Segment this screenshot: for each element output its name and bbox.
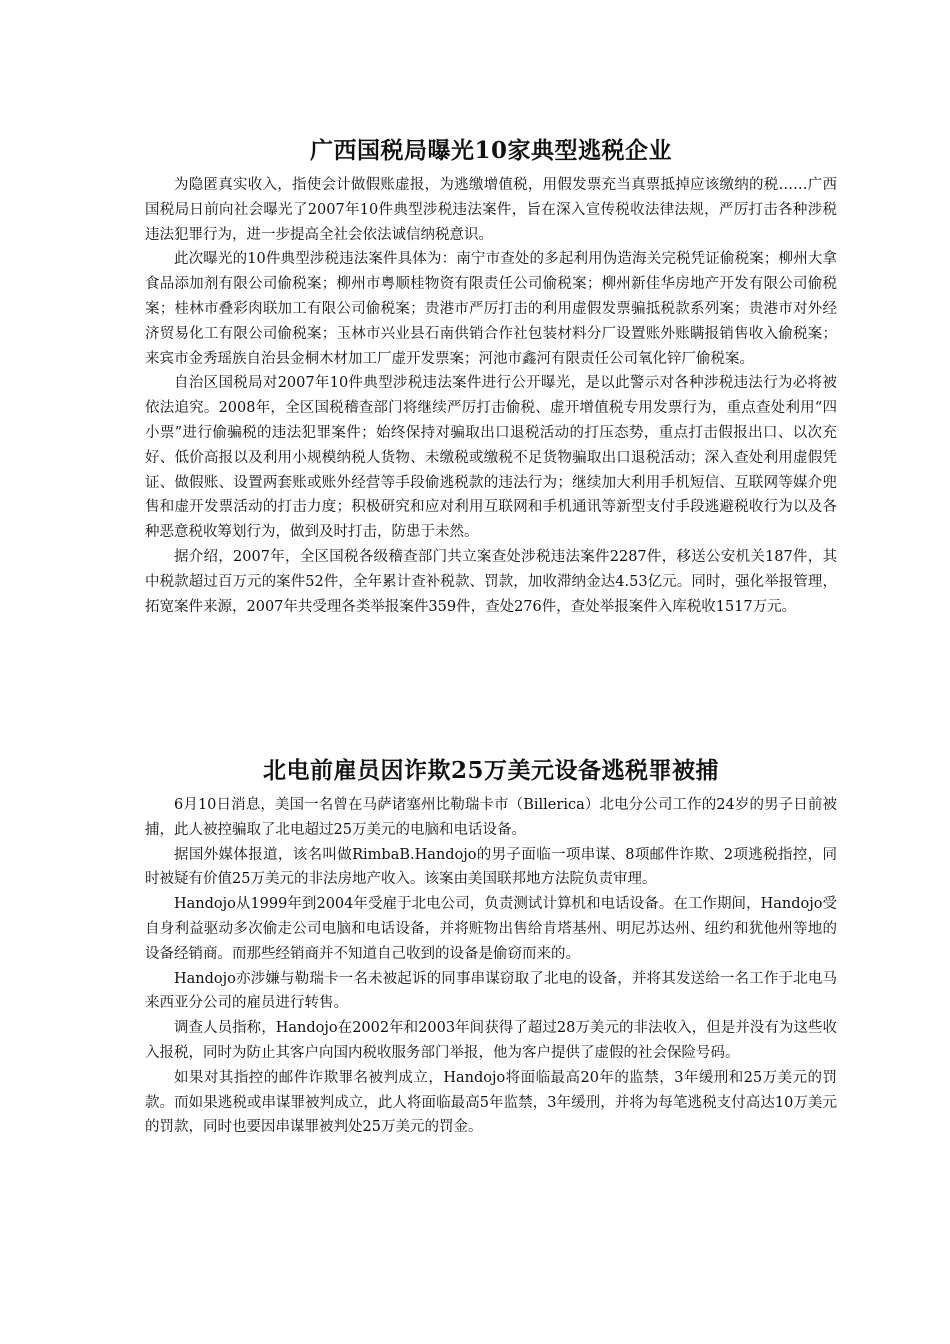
article-paragraph: Handojo亦涉嫌与勒瑞卡一名未被起诉的同事串谋窃取了北电的设备，并将其发送给一名工作于北电马来西亚分公司的雇员进行转售。 [145, 970, 837, 1012]
article-paragraph: 6月10日消息，美国一名曾在马萨诸塞州比勒瑞卡市（Billerica）北电分公司工作的24岁的男子日前被捕，此人被控骗取了北电超过25万美元的电脑和电话设备。 [145, 797, 837, 838]
article-paragraph: 据国外媒体报道，该名叫做RimbaB.Handojo的男子面临一项串谋、8项邮件诈欺、2项逃税指控，同时被疑有价值25万美元的非法房地产收入。该案由美国联邦地方法院负责审理。 [145, 846, 837, 888]
article-paragraph: Handojo从1999年到2004年受雇于北电公司，负责测试计算机和电话设备。在工作期间，Handojo受自身利益驱动多次偷走公司电脑和电话设备，并将赃物出售给肯塔基州、明尼苏达州、纽约和犹他州等地的设备经销商。而那些经销商并不知道自己收到的设备是偷窃而来的。 [145, 896, 837, 962]
article-title: 广西国税局曝光10家典型逃税企业 [309, 137, 672, 164]
article-tax-bureau [145, 133, 837, 619]
article-paragraph: 如果对其指控的邮件诈欺罪名被判成立，Handojo将面临最高20年的监禁，3年缓刑和25万美元的罚款。而如果逃税或串谋罪被判成立，此人将面临最高5年监禁，3年缓刑，并将为每笔逃税支付高达10万美元的罚款，同时也要因串谋罪被判处25万美元的罚金。 [145, 1069, 837, 1136]
article-paragraph: 据介绍，2007年，全区国税各级稽查部门共立案查处涉税违法案件2287件，移送公安机关187件，其中税款超过百万元的案件52件，全年累计查补税款、罚款，加收滞纳金达4.53亿元。同时，强化举报管理，拓宽案件来源，2007年共受理各类举报案件359件，查处276件，查处举报案件入库税收1517万元。 [145, 548, 837, 615]
article-title: 北电前雇员因诈欺25万美元设备逃税罪被捕 [262, 757, 719, 784]
article-nortel-employee [145, 753, 837, 1140]
article-paragraph: 此次曝光的10件典型涉税违法案件具体为：南宁市查处的多起利用伪造海关完税凭证偷税案；柳州大拿食品添加剂有限公司偷税案；柳州市粤顺桂物资有限责任公司偷税案；柳州新佳华房地产开发有限公司偷税案；桂林市叠彩肉联加工有限公司偷税案；贵港市严厉打击的利用虚假发票骗抵税款系列案；贵港市对外经济贸易化工有限公司偷税案；玉林市兴业县石南供销合作社包装材料分厂设置账外账瞒报销售收入偷税案；来宾市金秀瑶族自治县金桐木材加工厂虚开发票案；河池市鑫河有限责任公司氧化锌厂偷税案。 [145, 251, 837, 367]
article-paragraph: 自治区国税局对2007年10件典型涉税违法案件进行公开曝光，是以此警示对各种涉税违法行为必将被依法追究。2008年，全区国税稽查部门将继续严厉打击偷税、虚开增值税专用发票行为，重点查处利用“四小票”进行偷骗税的违法犯罪案件；始终保持对骗取出口退税活动的打压态势，重点打击假报出口、以次充好、低价高报以及利用小规模纳税人货物、未缴税或缴税不足货物骗取出口退税活动；深入查处利用虚假凭证、做假账、设置两套账或账外经营等手段偷逃税款的违法行为；继续加大利用手机短信、互联网等媒介兜售和虚开发票活动的打击力度；积极研究和应对利用互联网和手机通讯等新型支付手段逃避税收行为以及各种恶意税收筹划行为，做到及时打击，防患于未然。 [145, 375, 837, 541]
article-paragraph: 为隐匿真实收入，指使会计做假账虚报，为逃缴增值税，用假发票充当真票抵掉应该缴纳的税……广西国税局日前向社会曝光了2007年10件典型涉税违法案件，旨在深入宣传税收法律法规，严厉打击各种涉税违法犯罪行为，进一步提高全社会依法诚信纳税意识。 [145, 177, 837, 243]
article-paragraph: 调查人员指称，Handojo在2002年和2003年间获得了超过28万美元的非法收入，但是并没有为这些收入报税，同时为防止其客户向国内税收服务部门举报，他为客户提供了虚假的社会保险号码。 [145, 1020, 837, 1061]
